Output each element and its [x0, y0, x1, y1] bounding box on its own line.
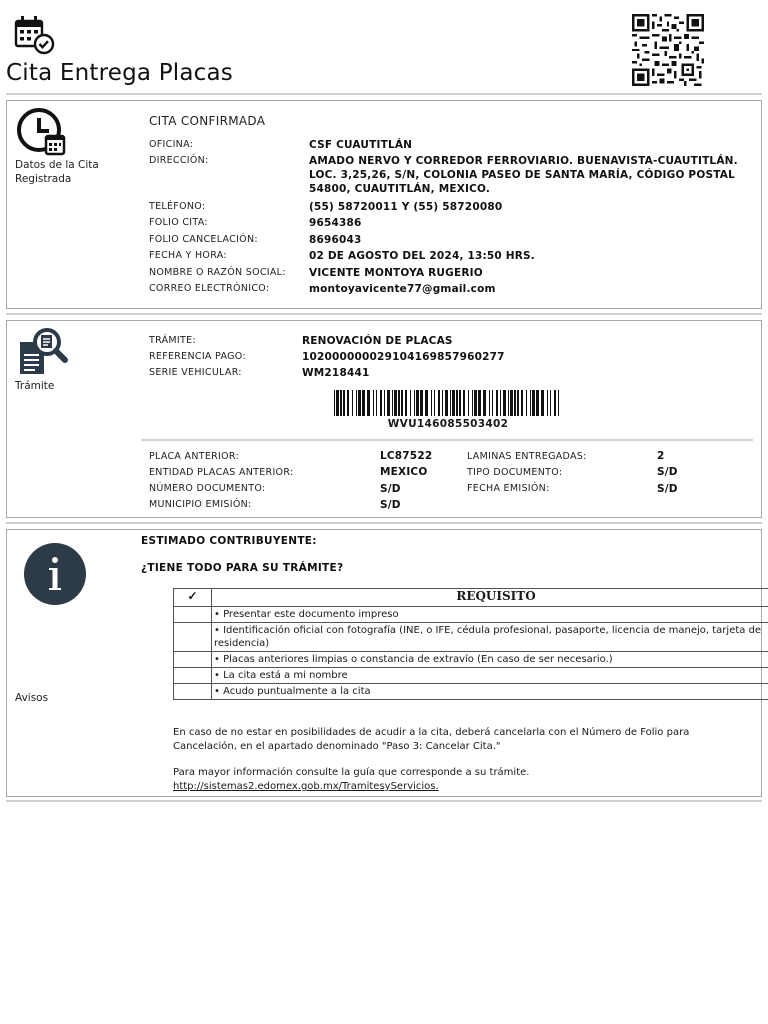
info-note-text: Para mayor información consulte la guía que corresponde a su trámite.: [173, 767, 530, 778]
field-value: VICENTE MONTOYA RUGERIO: [309, 267, 483, 279]
field-value: MEXICO: [380, 466, 428, 478]
field-value: RENOVACIÓN DE PLACAS: [302, 335, 453, 347]
barcode-bar: [362, 390, 365, 416]
field-value: S/D: [657, 483, 678, 495]
checkbox-cell[interactable]: [174, 607, 212, 623]
page-title: Cita Entrega Placas: [6, 60, 233, 86]
divider: [6, 522, 762, 524]
barcode-bar: [380, 390, 382, 416]
barcode-bar: [521, 390, 523, 416]
clock-calendar-icon: [15, 106, 67, 158]
barcode-bar: [343, 390, 345, 416]
barcode-bar: [420, 390, 423, 416]
datos-cita-section: [6, 100, 762, 309]
divider: [6, 313, 762, 315]
barcode-bar: [442, 390, 443, 416]
field-value: (55) 58720011 Y (55) 58720080: [309, 201, 503, 213]
field-label: TRÁMITE:: [149, 335, 196, 346]
barcode-bar: [536, 390, 539, 416]
barcode-bar: [425, 390, 428, 416]
barcode-bar: [352, 390, 353, 416]
barcode-bar: [558, 390, 559, 416]
barcode-bar: [405, 390, 407, 416]
barcode-bar: [530, 390, 531, 416]
info-icon: [23, 542, 87, 606]
divider: [6, 800, 762, 802]
barcode: [332, 390, 564, 416]
barcode-bar: [387, 390, 390, 416]
barcode-bar: [541, 390, 544, 416]
field-label: SERIE VEHICULAR:: [149, 367, 242, 378]
field-label: DIRECCIÓN:: [149, 155, 209, 166]
field-label: NOMBRE O RAZÓN SOCIAL:: [149, 267, 286, 278]
field-label: LAMINAS ENTREGADAS:: [467, 451, 587, 462]
barcode-bar: [401, 390, 403, 416]
barcode-bar: [468, 390, 469, 416]
field-label: OFICINA:: [149, 139, 194, 150]
barcode-bar: [376, 390, 377, 416]
field-label: ENTIDAD PLACAS ANTERIOR:: [149, 467, 294, 478]
barcode-bar: [336, 390, 339, 416]
barcode-bar: [547, 390, 548, 416]
barcode-bar: [334, 390, 335, 416]
barcode-bar: [459, 390, 461, 416]
section-label: Trámite: [15, 380, 55, 392]
field-label: TELÉFONO:: [149, 201, 206, 212]
barcode-bar: [373, 390, 374, 416]
barcode-bar: [503, 390, 506, 416]
barcode-bar: [394, 390, 397, 416]
barcode-bar: [434, 390, 435, 416]
status-label: CITA CONFIRMADA: [149, 114, 266, 128]
field-value: 02 DE AGOSTO DEL 2024, 13:50 HRS.: [309, 250, 535, 262]
table-row: [174, 668, 768, 684]
info-note: [173, 766, 743, 794]
avisos-heading: ESTIMADO CONTRIBUYENTE:: [141, 535, 317, 547]
barcode-bar: [452, 390, 455, 416]
field-value: S/D: [380, 483, 401, 495]
field-value: 8696043: [309, 234, 362, 246]
barcode-bar: [492, 390, 493, 416]
table-row: [174, 684, 768, 700]
checkbox-cell[interactable]: [174, 668, 212, 684]
barcode-bar: [416, 390, 419, 416]
divider: [6, 93, 762, 95]
barcode-bar: [398, 390, 400, 416]
barcode-bar: [358, 390, 361, 416]
barcode-bar: [384, 390, 385, 416]
field-label: NÚMERO DOCUMENTO:: [149, 483, 266, 494]
barcode-bar: [414, 390, 415, 416]
field-value: montoyavicente77@gmail.com: [309, 283, 496, 295]
field-label: FOLIO CANCELACIÓN:: [149, 234, 258, 245]
calendar-check-icon: [12, 14, 56, 56]
barcode-bar: [340, 390, 342, 416]
barcode-bar: [450, 390, 451, 416]
field-label: CORREO ELECTRÓNICO:: [149, 283, 270, 294]
field-label: FOLIO CITA:: [149, 217, 208, 228]
barcode-bar: [514, 390, 516, 416]
barcode-bar: [554, 390, 556, 416]
divider: [141, 439, 753, 441]
requisito-cell: • Placas anteriores limpias o constancia de extravío (En caso de ser necesario.): [212, 652, 768, 668]
check-column-header: ✓: [174, 589, 212, 607]
field-value: WM218441: [302, 367, 370, 379]
barcode-bar: [367, 390, 370, 416]
table-row: [174, 607, 768, 623]
table-row: [174, 652, 768, 668]
barcode-bar: [474, 390, 477, 416]
barcode-bar: [392, 390, 393, 416]
section-label: Datos de la Cita Registrada: [15, 159, 99, 185]
field-value: AMADO NERVO Y CORREDOR FERROVIARIO. BUENAVISTA-CUAUTITLÁN. LOC. 3,25,26, S/N, COLONIA PASEO DE SANTA MARÍA, CÓDIGO POSTAL 54800, CUAUTITLÁN, MEXICO.: [309, 155, 738, 195]
field-label: FECHA EMISIÓN:: [467, 483, 550, 494]
requisito-column-header: REQUISITO: [212, 589, 768, 607]
table-header-row: [174, 589, 768, 607]
tramite-section: [6, 320, 762, 518]
barcode-bar: [438, 390, 440, 416]
page-header: [0, 0, 768, 96]
cancel-note: En caso de no estar en posibilidades de acudir a la cita, deberá cancelarla con el Número de Folio para Cancelación, en el apartado denominado "Paso 3: Cancelar Cita.": [173, 727, 690, 752]
requisito-cell: • Acudo puntualmente a la cita: [212, 684, 768, 700]
barcode-bar: [532, 390, 535, 416]
field-label: MUNICIPIO EMISIÓN:: [149, 499, 252, 510]
barcode-number: WVU146085503402: [387, 418, 509, 430]
barcode-bar: [410, 390, 411, 416]
field-label: FECHA Y HORA:: [149, 250, 227, 261]
document-search-icon: [17, 326, 69, 376]
requisito-cell: • Presentar este documento impreso: [212, 607, 768, 623]
barcode-bar: [496, 390, 498, 416]
field-label: REFERENCIA PAGO:: [149, 351, 246, 362]
field-value: 10200000002910416985796027​7: [302, 351, 505, 363]
barcode-bar: [550, 390, 551, 416]
requisito-cell: • Identificación oficial con fotografía (INE, o IFE, cédula profesional, pasaporte, licencia de manejo, tarjeta de residencia): [212, 623, 768, 652]
barcode-bar: [508, 390, 509, 416]
barcode-bar: [472, 390, 473, 416]
field-label: TIPO DOCUMENTO:: [467, 467, 563, 478]
checkbox-cell[interactable]: [174, 652, 212, 668]
checkbox-cell[interactable]: [174, 684, 212, 700]
barcode-bar: [510, 390, 513, 416]
barcode-bar: [526, 390, 527, 416]
requisitos-table: [173, 588, 768, 700]
field-label: PLACA ANTERIOR:: [149, 451, 240, 462]
field-value: S/D: [657, 466, 678, 478]
barcode-bar: [456, 390, 458, 416]
checkbox-cell[interactable]: [174, 623, 212, 652]
requisito-cell: • La cita está a mi nombre: [212, 668, 768, 684]
field-value: 2: [657, 450, 665, 462]
avisos-subheading: ¿TIENE TODO PARA SU TRÁMITE?: [141, 562, 344, 574]
barcode-bar: [500, 390, 501, 416]
section-label: Avisos: [15, 692, 49, 704]
table-row: [174, 623, 768, 652]
field-value: LC87522: [380, 450, 433, 462]
field-value: 9654386: [309, 217, 362, 229]
barcode-bar: [478, 390, 481, 416]
barcode-bar: [431, 390, 432, 416]
avisos-section: [6, 529, 762, 797]
barcode-bar: [517, 390, 519, 416]
field-value: S/D: [380, 499, 401, 511]
barcode-bar: [463, 390, 465, 416]
tramites-link[interactable]: http://sistemas2.edomex.gob.mx/TramitesyServicios.: [173, 781, 439, 792]
barcode-bar: [356, 390, 357, 416]
barcode-bar: [347, 390, 349, 416]
qr-code: [632, 13, 704, 87]
barcode-bar: [483, 390, 486, 416]
barcode-bar: [489, 390, 490, 416]
field-value: CSF CUAUTITLÁN: [309, 139, 413, 151]
barcode-bar: [445, 390, 448, 416]
